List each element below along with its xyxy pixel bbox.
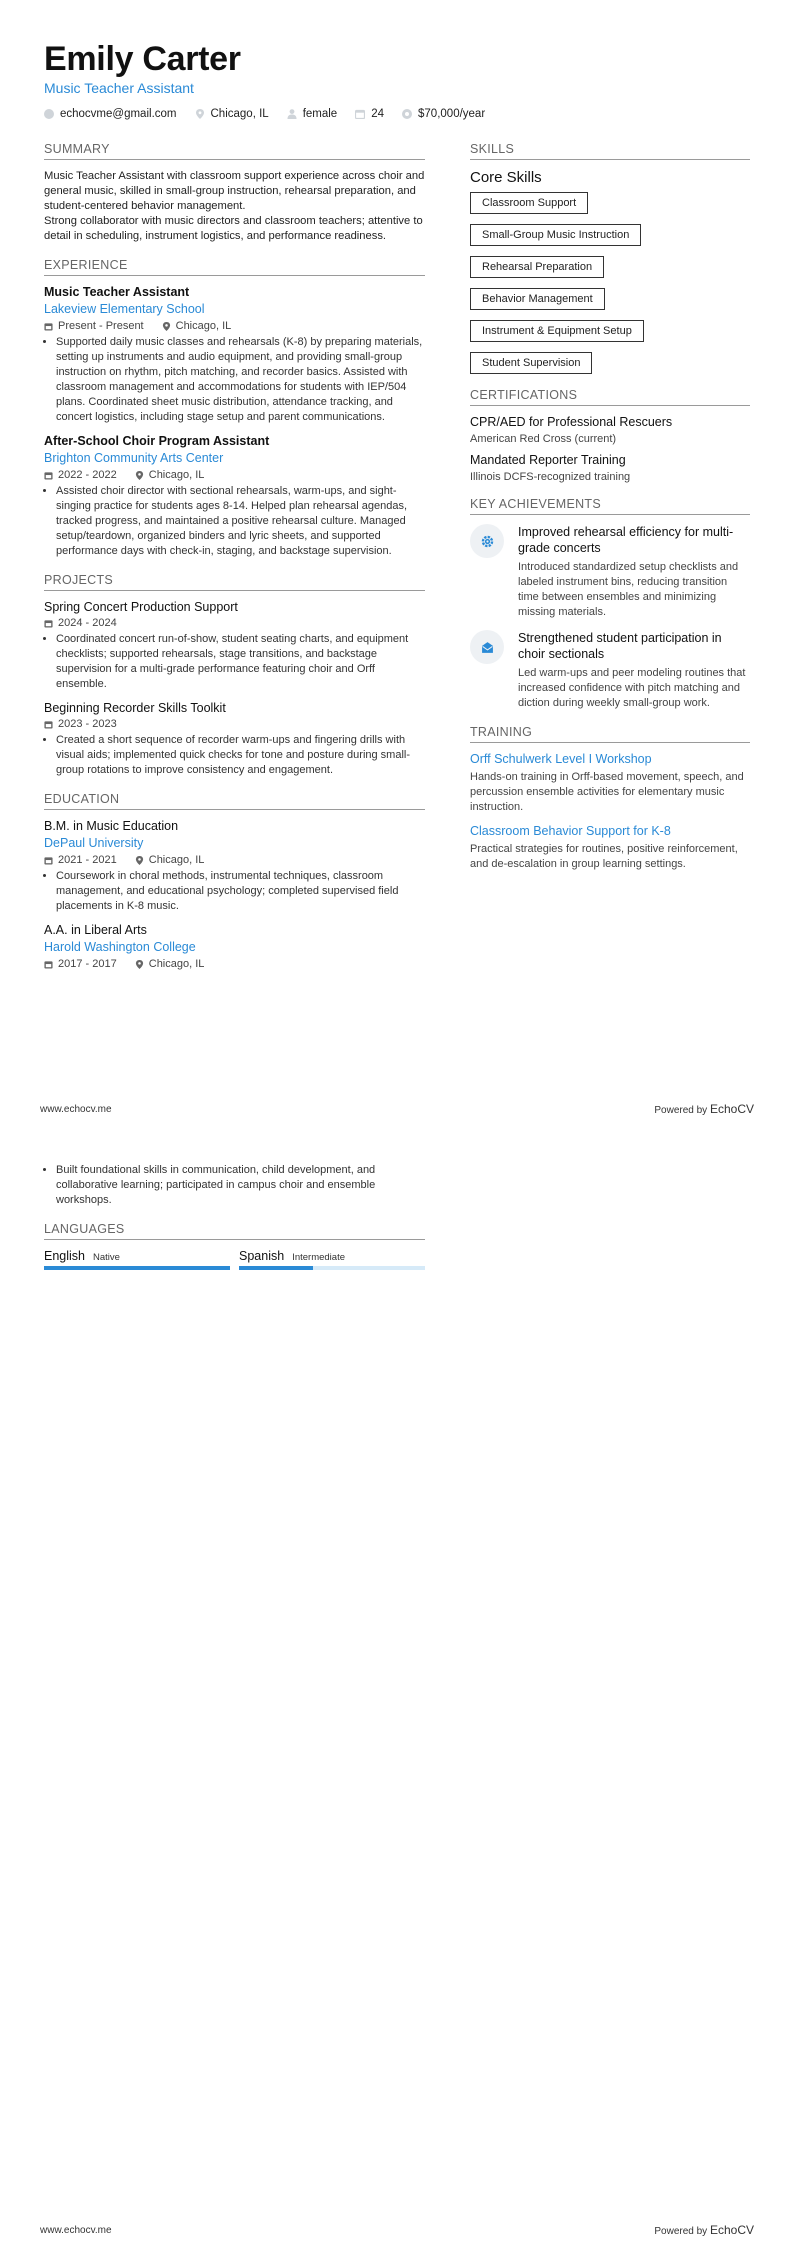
envelope-icon <box>470 630 504 664</box>
training-title: Orff Schulwerk Level I Workshop <box>470 752 652 766</box>
location-icon <box>135 471 144 480</box>
language-proficiency-fill <box>239 1266 313 1270</box>
language-proficiency-fill <box>44 1266 230 1270</box>
summary-paragraph: Music Teacher Assistant with classroom support experience across choir and general music, skilled in small-group instruction, rehearsal preparation, and student-centered behavior management. <box>44 170 425 212</box>
contact-salary-text: $70,000/year <box>418 108 486 120</box>
training-section <box>470 725 750 872</box>
skill-tag: Student Supervision <box>470 352 592 374</box>
degree-title: A.A. in Liberal Arts <box>44 923 147 937</box>
person-icon <box>287 109 297 119</box>
languages-list <box>44 1249 425 1270</box>
education-bullets <box>44 1163 425 1208</box>
degree-title: B.M. in Music Education <box>44 819 179 833</box>
footer-brand: EchoCV <box>709 1102 754 1116</box>
location-icon <box>195 109 205 119</box>
language-level: Intermediate <box>292 1252 345 1263</box>
experience-entry <box>44 434 425 559</box>
job-start: Present <box>58 320 96 332</box>
summary-heading: SUMMARY <box>44 142 425 160</box>
project-end: 2023 <box>92 718 117 730</box>
language-proficiency-bar <box>239 1266 425 1270</box>
project-entry <box>44 701 425 778</box>
language-name: Spanish <box>239 1249 285 1263</box>
skill-tag: Classroom Support <box>470 192 588 214</box>
certification-issuer: American Red Cross (current) <box>470 433 617 445</box>
job-bullets <box>44 484 425 559</box>
employer-name: Brighton Community Arts Center <box>44 451 224 465</box>
job-title: Music Teacher Assistant <box>44 285 190 299</box>
school-name: Harold Washington College <box>44 940 196 954</box>
project-bullet: • Created a short sequence of recorder warm-ups and fingering drills with visual aids; implemented quick checks for tone and posture during small-group rotations to improve consistency and engagement. <box>56 733 425 778</box>
education-bullet: • Built foundational skills in communication, child development, and collaborative learning; participated in campus choir and ensemble workshops. <box>56 1163 425 1208</box>
language-entry <box>44 1249 230 1270</box>
languages-heading: LANGUAGES <box>44 1222 425 1240</box>
skills-section <box>470 142 750 374</box>
skill-tag: Instrument & Equipment Setup <box>470 320 644 342</box>
education-bullet: • Coursework in choral methods, instrumental techniques, classroom management, and educational psychology; completed supervised field placements in K-8 music. <box>56 869 425 914</box>
contact-age <box>355 108 384 120</box>
summary-paragraph: Strong collaborator with music directors and classroom teachers; attentive to detail in scheduling, instrument logistics, and performance readiness. <box>44 215 423 242</box>
certifications-heading: CERTIFICATIONS <box>470 388 750 406</box>
contact-email-text: echocvme@gmail.com <box>60 108 177 120</box>
footer-powered-label: Powered by <box>654 1105 708 1116</box>
gear-icon <box>470 524 504 558</box>
candidate-name: Emily Carter <box>44 40 241 78</box>
certifications-section <box>470 388 750 483</box>
money-icon <box>402 109 412 119</box>
education-end: 2017 <box>92 958 117 970</box>
contact-bar <box>44 108 503 120</box>
certification-name: Mandated Reporter Training <box>470 453 626 467</box>
project-start: 2024 <box>58 617 83 629</box>
achievement-entry <box>470 630 750 711</box>
job-meta: 2022 - 2022 Chicago, IL <box>44 469 425 481</box>
education-start: 2021 <box>58 854 83 866</box>
language-proficiency-bar <box>44 1266 230 1270</box>
calendar-icon <box>355 109 365 119</box>
skills-group-title: Core Skills <box>470 169 542 186</box>
calendar-icon <box>44 322 53 331</box>
employer-name: Lakeview Elementary School <box>44 302 205 316</box>
experience-section <box>44 258 425 559</box>
project-meta: 2023 - 2023 <box>44 718 425 730</box>
calendar-icon <box>44 720 53 729</box>
location-icon <box>135 960 144 969</box>
calendar-icon <box>44 619 53 628</box>
calendar-icon <box>44 471 53 480</box>
job-bullet: • Supported daily music classes and rehearsals (K-8) by preparing materials, setting up instruments and audio equipment, and providing small-group instruction on rhythm, pitch matching, and recorder basics. Assisted with classroom management and accommodations for students with IEP/504 plans. Coordinated sheet music distribution, attendance tracking, and concert logistics, including stage setup and parent communications. <box>56 335 425 425</box>
calendar-icon <box>44 856 53 865</box>
experience-entry <box>44 285 425 425</box>
education-location: Chicago, IL <box>148 854 205 866</box>
project-bullets <box>44 733 425 778</box>
candidate-role: Music Teacher Assistant <box>44 80 194 96</box>
achievement-title: Improved rehearsal efficiency for multi-grade concerts <box>518 525 734 555</box>
achievement-text: Led warm-ups and peer modeling routines that increased confidence with pitch matching and diction during weekly small-group work. <box>518 667 746 709</box>
training-heading: TRAINING <box>470 725 750 743</box>
achievements-section <box>470 497 750 711</box>
contact-email[interactable] <box>44 108 177 120</box>
contact-location-text: Chicago, IL <box>210 108 269 120</box>
skill-tag: Small-Group Music Instruction <box>470 224 641 246</box>
education-location: Chicago, IL <box>148 958 205 970</box>
education-start: 2017 <box>58 958 83 970</box>
footer-website[interactable]: www.echocv.me <box>40 2225 112 2236</box>
footer-powered-by <box>654 1102 754 1116</box>
project-bullet: • Coordinated concert run-of-show, student seating charts, and equipment checklists; supported rehearsals, stage transitions, and backstage supervision for a multi-grade performance featuring choir and Orff ensemble. <box>56 632 425 692</box>
skill-tag: Behavior Management <box>470 288 605 310</box>
job-end: 2022 <box>92 469 117 481</box>
school-name: DePaul University <box>44 836 144 850</box>
education-end: 2021 <box>92 854 117 866</box>
summary-section <box>44 142 425 244</box>
education-heading: EDUCATION <box>44 792 425 810</box>
contact-gender-text: female <box>302 108 338 120</box>
contact-salary <box>402 108 485 120</box>
certification-entry <box>470 453 750 483</box>
achievement-entry <box>470 524 750 620</box>
footer-powered-label: Powered by <box>654 2226 708 2237</box>
education-bullets <box>44 869 425 914</box>
contact-age-text: 24 <box>371 108 385 120</box>
languages-section <box>44 1222 425 1270</box>
resume-page-2 <box>0 1123 794 2246</box>
achievement-title: Strengthened student participation in choir sectionals <box>518 631 722 661</box>
email-icon <box>44 109 54 119</box>
language-entry <box>239 1249 425 1270</box>
certification-entry <box>470 415 750 445</box>
right-column <box>470 142 750 886</box>
education-entry <box>44 923 425 970</box>
training-title: Classroom Behavior Support for K-8 <box>470 824 671 838</box>
contact-location <box>195 108 269 120</box>
education-entry <box>44 819 425 914</box>
education-meta: 2017 - 2017 Chicago, IL <box>44 958 425 970</box>
job-start: 2022 <box>58 469 83 481</box>
projects-section <box>44 573 425 778</box>
project-end: 2024 <box>92 617 117 629</box>
job-location: Chicago, IL <box>175 320 232 332</box>
footer-brand: EchoCV <box>709 2223 754 2237</box>
experience-heading: EXPERIENCE <box>44 258 425 276</box>
education-section <box>44 792 425 970</box>
job-bullet: • Assisted choir director with sectional rehearsals, warm-ups, and sight-singing practice for students ages 8-14. Helped plan rehearsal agendas, tracked progress, and maintained a positive rehearsal culture. Managed setup/teardown, organized binders and lyric sheets, and supported performance days with check-in, staging, and backstage supervision. <box>56 484 425 559</box>
skill-tag: Rehearsal Preparation <box>470 256 604 278</box>
training-description: Hands-on training in Orff-based movement, speech, and percussion ensemble activities for elementary music instruction. <box>470 771 744 813</box>
location-icon <box>162 322 171 331</box>
project-start: 2023 <box>58 718 83 730</box>
left-column-continued <box>44 1163 425 1284</box>
certification-name: CPR/AED for Professional Rescuers <box>470 415 673 429</box>
project-bullets <box>44 632 425 692</box>
job-meta: Present - Present Chicago, IL <box>44 320 425 332</box>
footer-powered-by <box>654 2223 754 2237</box>
project-meta: 2024 - 2024 <box>44 617 425 629</box>
job-location: Chicago, IL <box>148 469 205 481</box>
left-column <box>44 142 425 984</box>
location-icon <box>135 856 144 865</box>
project-title: Beginning Recorder Skills Toolkit <box>44 701 226 715</box>
achievements-heading: KEY ACHIEVEMENTS <box>470 497 750 515</box>
job-end: Present <box>105 320 144 332</box>
projects-heading: PROJECTS <box>44 573 425 591</box>
education-meta: 2021 - 2021 Chicago, IL <box>44 854 425 866</box>
project-entry <box>44 600 425 692</box>
language-name: English <box>44 1249 85 1263</box>
skills-heading: SKILLS <box>470 142 750 160</box>
calendar-icon <box>44 960 53 969</box>
footer-website[interactable]: www.echocv.me <box>40 1104 112 1115</box>
job-bullets <box>44 335 425 425</box>
certification-issuer: Illinois DCFS-recognized training <box>470 471 631 483</box>
achievement-text: Introduced standardized setup checklists and labeled instrument bins, reducing transition time between ensembles and minimizing missing materials. <box>518 561 739 618</box>
project-title: Spring Concert Production Support <box>44 600 238 614</box>
language-level: Native <box>93 1252 120 1263</box>
contact-gender <box>287 108 338 120</box>
training-description: Practical strategies for routines, positive reinforcement, and de-escalation in group learning settings. <box>470 843 738 870</box>
job-title: After-School Choir Program Assistant <box>44 434 270 448</box>
